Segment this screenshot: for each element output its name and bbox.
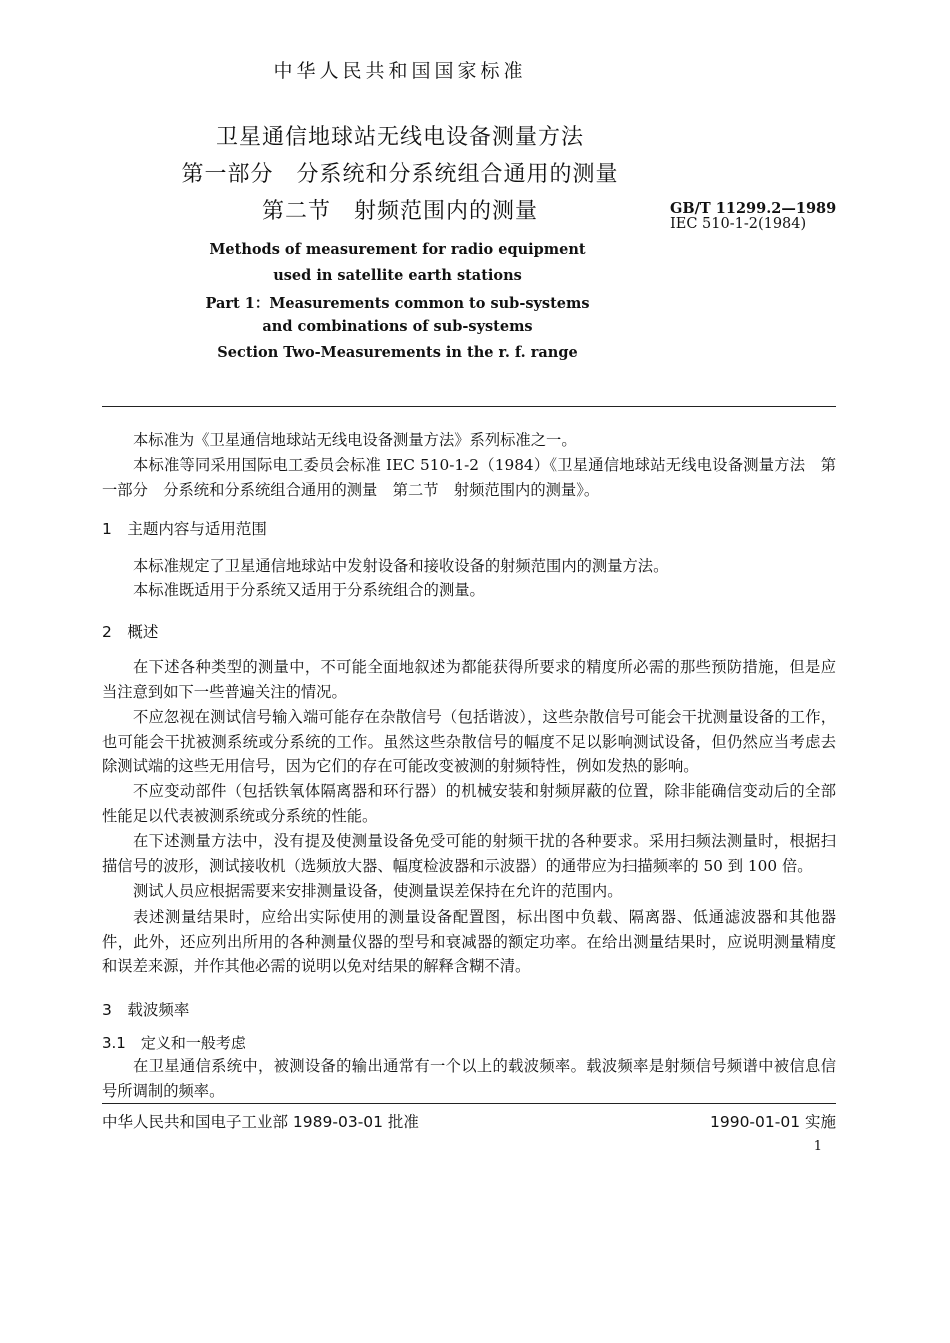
section-3-1-paragraph-1: 在卫星通信系统中，被测设备的输出通常有一个以上的载波频率。载波频率是射频信号频谱中被信息信号所调制的频率。 — [102, 1057, 836, 1100]
approval-statement: 中华人民共和国电子工业部 1989-03-01 批准 — [102, 1113, 419, 1131]
section-3-1-heading: 3.1 定义和一般考虑 — [102, 1034, 246, 1052]
english-title-line-2: used in satellite earth stations — [273, 267, 522, 284]
section-2-paragraph-4: 在下述测量方法中，没有提及使测量设备免受可能的射频干扰的各种要求。采用扫频法测量时，根据扫描信号的波形，测试接收机（选频放大器、幅度检波器和示波器）的通带应为扫描频率的 50 到 100 倍。 — [102, 832, 836, 875]
english-title-line-4: and combinations of sub-systems — [262, 318, 533, 335]
section-3-heading: 3 载波频率 — [102, 1001, 190, 1019]
english-title-line-5: Section Two-Measurements in the r. f. range — [217, 344, 578, 361]
title-line-2: 第一部分 分系统和分系统组合通用的测量 — [181, 162, 619, 187]
title-line-3: 第二节 射频范围内的测量 — [261, 199, 538, 224]
intro-paragraph-1: 本标准为《卫星通信地球站无线电设备测量方法》系列标准之一。 — [133, 431, 577, 449]
title-line-1: 卫星通信地球站无线电设备测量方法 — [215, 125, 584, 150]
section-1-heading: 1 主题内容与适用范围 — [102, 520, 267, 538]
gb-code: GB/T 11299.2—1989 — [670, 200, 837, 217]
english-title-line-1: Methods of measurement for radio equipment — [209, 241, 586, 258]
page-number: 1 — [813, 1139, 822, 1154]
section-2-heading: 2 概述 — [102, 623, 159, 641]
implementation-date: 1990-01-01 实施 — [709, 1113, 836, 1131]
section-1-paragraph-1: 本标准规定了卫星通信地球站中发射设备和接收设备的射频范围内的测量方法。 — [133, 557, 669, 575]
section-2-paragraph-1: 在下述各种类型的测量中，不可能全面地叙述为都能获得所要求的精度所必需的那些预防措施，但是应当注意到如下一些普遍关注的情况。 — [102, 658, 836, 701]
section-2-paragraph-2: 不应忽视在测试信号输入端可能存在杂散信号（包括谐波），这些杂散信号可能会干扰测量设备的工作，也可能会干扰被测系统或分系统的工作。虽然这些杂散信号的幅度不足以影响测试设备，但仍然应当考虑去除测试端的这些无用信号，因为它们的存在可能改变被测的射频特性，例如发热的影响。 — [102, 708, 836, 775]
english-title-line-3: Part 1：Measurements common to sub-systems — [205, 295, 590, 312]
header-divider — [102, 406, 836, 407]
section-2-paragraph-3: 不应变动部件（包括铁氧体隔离器和环行器）的机械安装和射频屏蔽的位置，除非能确信变动后的全部性能足以代表被测系统或分系统的性能。 — [102, 782, 836, 825]
intro-paragraph-2: 本标准等同采用国际电工委员会标准 IEC 510-1-2（1984）《卫星通信地球站无线电设备测量方法 第一部分 分系统和分系统组合通用的测量 第二节 射频范围内的测量》。 — [102, 456, 836, 499]
section-1-paragraph-2: 本标准既适用于分系统又适用于分系统组合的测量。 — [133, 581, 485, 599]
section-2-paragraph-6: 表述测量结果时，应给出实际使用的测量设备配置图，标出图中负载、隔离器、低通滤波器和其他器件，此外，还应列出所用的各种测量仪器的型号和衰减器的额定功率。在给出测量结果时，应说明测量精度和误差来源，并作其他必需的说明以免对结果的解释含糊不清。 — [102, 908, 836, 975]
footer-divider — [102, 1103, 836, 1104]
iec-code: IEC 510-1-2(1984) — [670, 216, 807, 232]
section-2-paragraph-5: 测试人员应根据需要来安排测量设备，使测量误差保持在允许的范围内。 — [133, 882, 623, 900]
national-standard-header: 中华人民共和国国家标准 — [273, 60, 527, 82]
